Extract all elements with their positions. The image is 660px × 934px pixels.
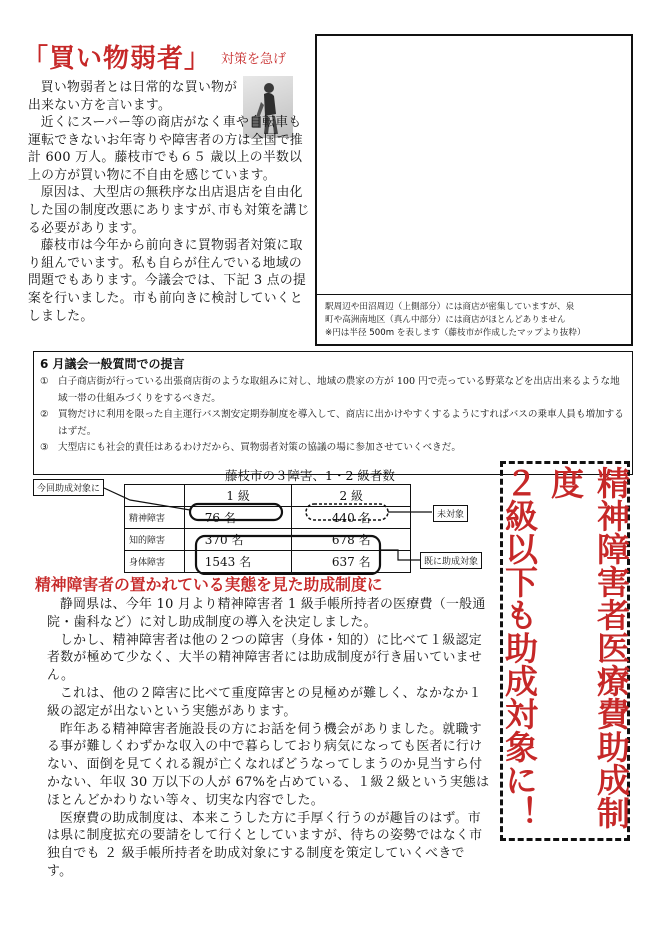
table-header-cell: 2 級 xyxy=(292,485,411,507)
proposal-number: ① xyxy=(40,376,49,387)
cell-grade1: 370 名 xyxy=(184,529,292,551)
row-label: 身体障害 xyxy=(125,551,185,573)
title-subtitle: 対策を急げ xyxy=(221,52,287,67)
proposal-item xyxy=(40,407,626,440)
cell-grade1: 76 名 xyxy=(184,507,292,529)
connector-current xyxy=(104,488,190,510)
proposal-title: 6 月議会一般質問での提言 xyxy=(40,357,185,371)
vertical-banner xyxy=(500,461,630,841)
cell-grade2: 637 名 xyxy=(292,551,411,573)
intro-block xyxy=(28,79,243,114)
section2-heading: 精神障害者の置かれている実態を見た助成制度に xyxy=(35,575,383,594)
proposal-number: ② xyxy=(40,409,49,421)
connector-covered xyxy=(380,550,420,560)
vertical-banner-text xyxy=(496,464,634,838)
map-caption-line: 駅周辺や田沼周辺（上側部分）には商店が密集していますが、泉 xyxy=(325,302,575,312)
section2-paragraph: しかし、精神障害者は他の２つの障害（身体・知的）に比べて１級認定者数が極めて少なく、大半の精神障害者には助成制度が行き届いていません。 xyxy=(47,632,483,684)
proposal-item xyxy=(40,440,626,457)
proposal-box xyxy=(33,351,633,475)
section2-body xyxy=(47,596,490,881)
cell-grade2: 678 名 xyxy=(292,529,411,551)
callout-covered: 既に助成対象 xyxy=(420,552,482,569)
table-title: 藤枝市の３障害、1・2 級者数 xyxy=(225,468,395,483)
proposal-number: ③ xyxy=(40,442,49,454)
shop-map xyxy=(315,34,633,346)
map-image-area xyxy=(317,36,631,294)
title-main: 「買い物弱者」 xyxy=(22,44,212,74)
intro-paragraph: 近くにスーパー等の商店がなく車や自転車も運転できないお年寄りや障害者の方は全国で推計 600 万人。藤枝市でも６５ 歳以上の半数以上の方が買い物に不自由を感じています。 xyxy=(28,115,304,183)
section2-paragraph: 静岡県は、今年 10 月より精神障害者 1 級手帳所持者の医療費（一般通院・歯科など）に対し助成制度の導入を決定しました。 xyxy=(47,597,486,630)
section2-paragraph: 医療費の助成制度は、本来こうした方に手厚く行うのが趣旨のはず。市は県に制度拡充の要請をして行くとしていますが、待ちの姿勢ではなく市独自でも ２ 級手帳所持者を助成対象にする制度を策定していくべきです。 xyxy=(47,810,483,879)
section2-paragraph: 昨年ある精神障害者施設長の方にお話を伺う機会がありました。就職する事が難しくわずかな収入の中で暮らしており病気になっても医者に行けない、面倒を見てくれる親が亡くなればどうなってしまうのか見当すら付かない、年収 30 万以下の人が 67%を占めている、１級２級という実態はほとんどかわりない等々、切実な内容でした。 xyxy=(47,721,490,808)
table-header-cell: 1 級 xyxy=(184,485,292,507)
proposal-text: 買物だけに利用を限った自主運行バス割安定期券制度を導入して、商店に出かけやすくするようにすればバスの乗車人員も増加するはずだ。 xyxy=(58,409,624,437)
oval-current-target xyxy=(190,504,282,520)
banner-line-2: ２級以下も助成対象に！ xyxy=(500,466,539,829)
banner-line-1: 精神障害者医療費助成制度 xyxy=(546,466,631,829)
proposal-text: 白子商店街が行っている出張商店街のような取組みに対し、地域の農家の方が 100 円で売っている野菜などを出店出来るような地域一帯の仕組みづくりをするべきだ。 xyxy=(58,376,620,404)
row-label: 精神障害 xyxy=(125,507,185,529)
oval-uncovered xyxy=(306,504,388,520)
callout-current-target: 今回助成対象に xyxy=(33,479,104,496)
page-title xyxy=(22,38,322,74)
map-caption-line: 町や高洲南地区（真ん中部分）には商店がほとんどありません xyxy=(325,315,566,325)
intro-paragraph: 買い物弱者とは日常的な買い物が出来ない方を言います。 xyxy=(28,80,238,113)
section2-paragraph: これは、他の２障害に比べて重度障害との見極めが難しく、なかなか１級の認定が出ないという実態があります。 xyxy=(47,685,482,719)
callout-uncovered: 未対象 xyxy=(433,505,468,522)
map-caption xyxy=(317,294,631,344)
proposal-text: 大型店にも社会的責任はあるわけだから、買物弱者対策の協議の場に参加させていくべきだ。 xyxy=(58,442,461,454)
cell-grade2: 440 名 xyxy=(292,507,411,529)
proposal-item xyxy=(40,374,626,407)
map-caption-line: ※円は半径 500m を表します（藤枝市が作成したマップより抜粋） xyxy=(325,328,586,338)
cell-grade1: 1543 名 xyxy=(184,551,292,573)
intro-paragraph: 原因は、大型店の無秩序な出店退店を自由化した国の制度改悪にありますが､市も対策を講じる必要があります。 xyxy=(28,185,310,236)
intro-block-2 xyxy=(28,114,310,325)
row-label: 知的障害 xyxy=(125,529,185,551)
oval-covered xyxy=(196,536,380,574)
intro-paragraph: 藤枝市は今年から前向きに買物弱者対策に取り組んでいます。私も自らが住んでいる地域の問題でもあります。今議会では、下記 3 点の提案を行いました。市も前向きに検討していくとしました。 xyxy=(28,238,307,324)
